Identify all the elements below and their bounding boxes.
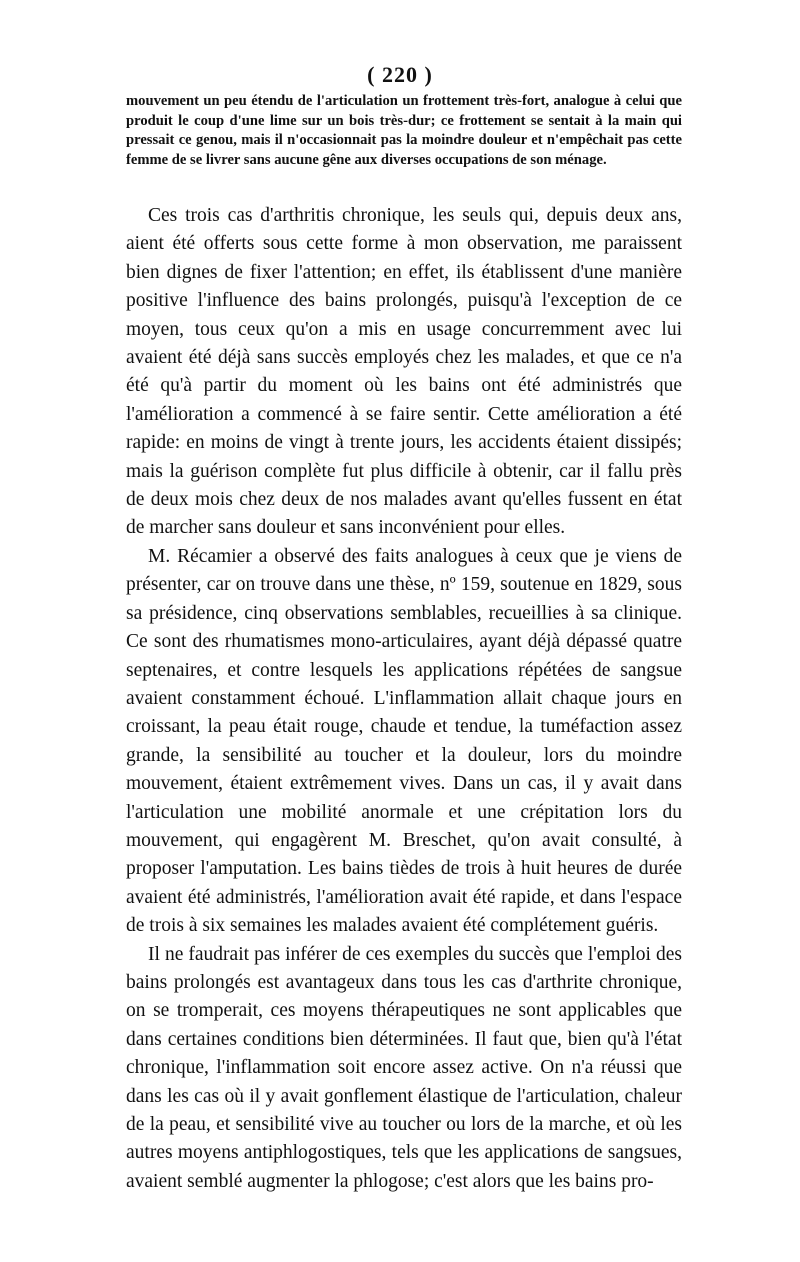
paragraph-recamier: M. Récamier a observé des faits analogues à ceux que je viens de présenter, car on trouve dans une thèse, nº 159, soutenue en 1829, sous sa présidence, cinq observations semblables, recueillies à sa clinique. Ce sont des rhumatismes mono-articulaires, ayant déjà dépassé quatre septenaires, et contre lesquels les applications répétées de sangsue avaient constamment échoué. L'inflammation allait chaque jours en croissant, la peau était rouge, chaude et tendue, la tuméfaction assez grande, la sensibilité au toucher et la douleur, lors du moindre mouvement, étaient extrêmement vives. Dans un cas, il y avait dans l'articulation une mobilité anormale et une crépitation lors du mouvement, qui engagèrent M. Breschet, qu'on avait consulté, à proposer l'amputation. Les bains tièdes de trois à huit heures de durée avaient été administrés, l'amélioration avait été rapide, et dans l'espace de trois à six semaines les malades avaient été complétement guéris. bbox=[126, 545, 682, 937]
paragraph-inference: Il ne faudrait pas inférer de ces exemples du succès que l'emploi des bains prolongés est avantageux dans tous les cas d'arthrite chronique, on se tromperait, ces moyens thérapeutiques ne sont applicables que dans certaines conditions bien déterminées. Il faut que, bien qu'à l'état chronique, l'inflammation soit encore assez active. On n'a réussi que dans les cas où il y avait gonflement élastique de l'articulation, chaleur de la peau, et sensibilité vive au toucher ou lors de la marche, et où les autres moyens antiphlogostiques, tels que les applications de sangsues, avaient semblé augmenter la phlogose; c'est alors que les bains pro- bbox=[126, 943, 682, 1192]
page-number: ( 220 ) bbox=[367, 62, 433, 87]
paragraph-arthritis-cases: Ces trois cas d'arthritis chronique, les seuls qui, depuis deux ans, aient été offerts sous cette forme à mon observation, me paraissent bien dignes de fixer l'attention; en effet, ils établissent d'une manière positive l'influence des bains prolongés, puisqu'à l'exception de ce moyen, tous ceux qu'on a mis en usage concurremment avec lui avaient été déjà sans succès employés chez les malades, et que ce n'a été qu'à partir du moment où les bains ont été administrés que l'amélioration a commencé à se faire sentir. Cette amélioration a été rapide: en moins de vingt à trente jours, les accidents étaient dissipés; mais la guérison complète fut plus difficile à obtenir, car il fallu près de deux mois chez deux de nos malades avant qu'elles fussent en état de marcher sans douleur et sans inconvénient pour elles. bbox=[126, 205, 682, 539]
continued-note-text: mouvement un peu étendu de l'articulation un frottement très-fort, analogue à celui que produit le coup d'une lime sur un bois très-dur; ce frottement se sentait à la main qui pressait ce genou, mais il n'occasionnait pas la moindre douleur et n'empêchait pas cette femme de se livrer sans aucune gêne aux diverses occupations de son ménage. bbox=[126, 93, 682, 168]
body-text bbox=[126, 202, 682, 1196]
